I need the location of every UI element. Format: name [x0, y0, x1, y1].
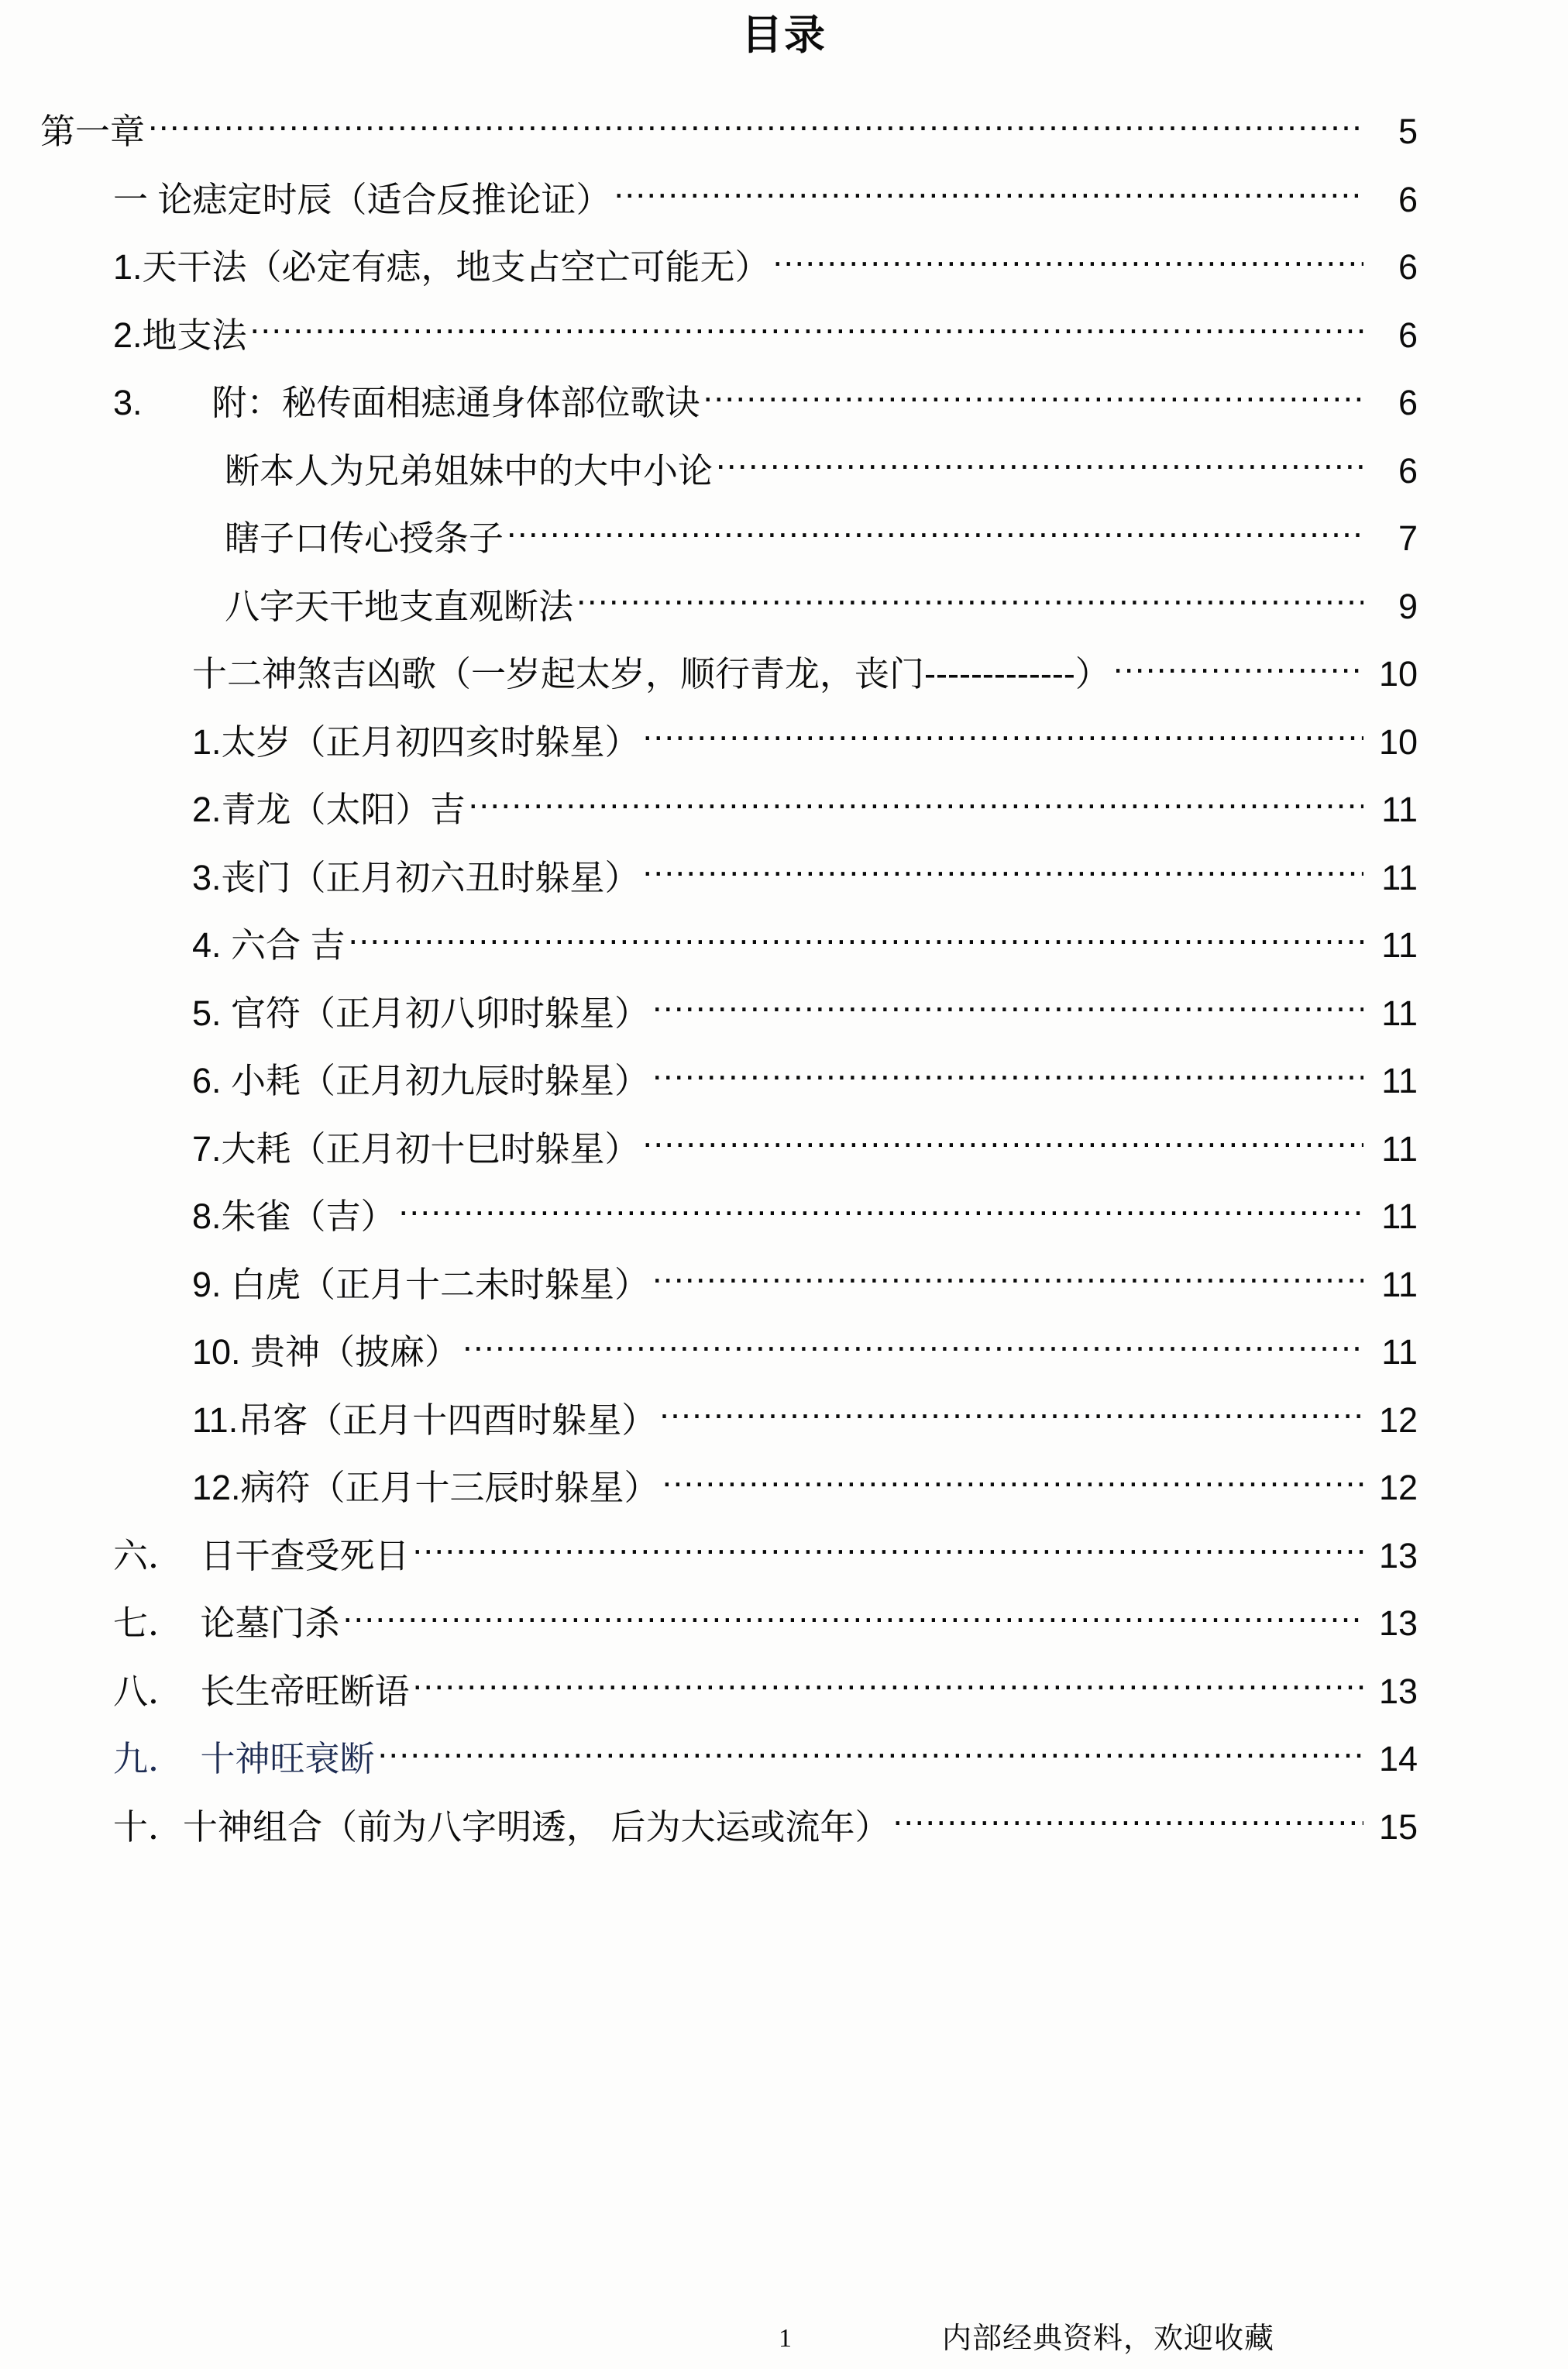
toc-entry[interactable] — [0, 108, 1568, 155]
toc-entry[interactable] — [0, 515, 1568, 562]
toc-entry-label: 九． 十神旺衰断 — [113, 1739, 375, 1778]
toc-dot-leader — [659, 1397, 1363, 1432]
toc-entry-page-number: 14 — [1378, 1739, 1418, 1778]
toc-entry-label: 第一章 — [40, 112, 146, 151]
toc-entry[interactable] — [0, 922, 1568, 969]
toc-dot-leader — [250, 312, 1363, 347]
toc-entry-label: 八字天干地支直观断法 — [225, 586, 574, 626]
toc-entry-page-number: 7 — [1398, 518, 1418, 558]
toc-entry-label: 8.朱雀（吉） — [192, 1197, 396, 1236]
toc-entry[interactable] — [0, 1533, 1568, 1579]
toc-entry-page-number: 13 — [1378, 1535, 1418, 1575]
toc-entry-label: 七． 论墓门杀 — [113, 1603, 340, 1643]
toc-entry-page-number: 13 — [1378, 1671, 1418, 1711]
toc-dot-leader — [576, 584, 1363, 618]
toc-entry[interactable] — [0, 1126, 1568, 1172]
toc-entry[interactable] — [0, 651, 1568, 697]
toc-dot-leader — [643, 855, 1363, 890]
toc-entry-label: 6. 小耗（正月初九辰时躲星） — [192, 1061, 650, 1100]
toc-entry-label: 3. 附：秘传面相痣通身体部位歌诀 — [113, 383, 700, 422]
toc-entry[interactable] — [0, 855, 1568, 901]
table-of-contents — [0, 108, 1568, 1871]
toc-dot-leader — [614, 177, 1363, 212]
toc-entry-page-number: 11 — [1381, 1264, 1418, 1304]
toc-entry-label: 2.青龙（太阳）吉 — [192, 790, 466, 829]
toc-entry-label: 2.地支法 — [113, 315, 247, 355]
toc-dot-leader — [469, 787, 1363, 821]
toc-entry[interactable] — [0, 448, 1568, 494]
toc-entry-page-number: 6 — [1398, 247, 1418, 287]
toc-entry[interactable] — [0, 244, 1568, 291]
toc-entry-page-number: 11 — [1381, 1332, 1418, 1372]
toc-entry-label: 9. 白虎（正月十二未时躲星） — [192, 1264, 650, 1304]
toc-dot-leader — [716, 448, 1363, 483]
toc-entry[interactable] — [0, 1736, 1568, 1782]
footer-note: 内部经典资料，欢迎收藏 — [942, 2323, 1275, 2355]
toc-entry-page-number: 11 — [1381, 1197, 1418, 1236]
toc-entry-label: 4. 六合 吉 — [192, 925, 346, 965]
toc-entry-page-number: 12 — [1378, 1468, 1418, 1507]
toc-entry-page-number: 11 — [1381, 925, 1418, 965]
toc-entry-label: 六． 日干查受死日 — [113, 1535, 410, 1575]
page-folio-number: 1 — [779, 2324, 792, 2353]
toc-dot-leader — [703, 380, 1363, 415]
toc-entry-page-number: 12 — [1378, 1400, 1418, 1440]
toc-entry-page-number: 9 — [1398, 586, 1418, 626]
toc-entry[interactable] — [0, 1465, 1568, 1511]
toc-entry-page-number: 5 — [1398, 112, 1418, 151]
toc-dot-leader — [652, 990, 1363, 1025]
toc-dot-leader — [662, 1465, 1363, 1500]
toc-entry-page-number: 11 — [1381, 790, 1418, 829]
toc-dot-leader — [1113, 651, 1363, 686]
toc-entry-page-number: 15 — [1378, 1806, 1418, 1847]
toc-dot-leader — [378, 1736, 1363, 1771]
toc-dot-leader — [148, 108, 1363, 143]
toc-entry-label: 八． 长生帝旺断语 — [113, 1671, 410, 1711]
toc-entry[interactable] — [0, 1262, 1568, 1308]
toc-dot-leader — [413, 1668, 1363, 1703]
toc-entry-page-number: 6 — [1398, 450, 1418, 491]
toc-entry-label: 5. 官符（正月初八卯时躲星） — [192, 993, 650, 1033]
toc-entry[interactable] — [0, 380, 1568, 426]
toc-entry-page-number: 11 — [1381, 993, 1418, 1033]
toc-dot-leader — [462, 1329, 1363, 1364]
toc-entry-label: 十．十神组合（前为八字明透， 后为大运或流年） — [113, 1806, 890, 1847]
toc-dot-leader — [643, 1126, 1363, 1161]
toc-dot-leader — [507, 515, 1363, 550]
toc-entry-label: 10. 贵神（披麻） — [192, 1332, 460, 1372]
toc-entry[interactable] — [0, 1329, 1568, 1376]
toc-dot-leader — [652, 1262, 1363, 1296]
page-title: 目录 — [741, 12, 827, 58]
toc-entry-page-number: 6 — [1398, 179, 1418, 219]
toc-entry[interactable] — [0, 312, 1568, 359]
toc-dot-leader — [349, 922, 1363, 957]
toc-dot-leader — [399, 1193, 1363, 1228]
toc-entry-label: 瞎子口传心授条子 — [225, 518, 504, 558]
toc-entry-label: 断本人为兄弟姐妹中的大中小论 — [225, 450, 714, 491]
toc-entry-label: 11.吊客（正月十四酉时躲星） — [192, 1400, 657, 1440]
toc-entry-label: 十二神煞吉凶歌（一岁起太岁，顺行青龙，丧门-------------） — [192, 654, 1110, 694]
toc-dot-leader — [413, 1533, 1363, 1568]
toc-entry[interactable] — [0, 719, 1568, 766]
toc-entry-label: 1.天干法（必定有痣，地支占空亡可能无） — [113, 247, 770, 287]
toc-entry-page-number: 10 — [1378, 654, 1418, 694]
toc-entry[interactable] — [0, 1058, 1568, 1104]
toc-dot-leader — [893, 1804, 1363, 1839]
toc-dot-leader — [652, 1058, 1363, 1093]
toc-entry[interactable] — [0, 177, 1568, 223]
toc-entry-label: 3.丧门（正月初六丑时躲星） — [192, 857, 640, 897]
page-footer — [0, 2312, 1568, 2358]
toc-entry-page-number: 11 — [1381, 1061, 1418, 1100]
toc-entry-label: 1.太岁（正月初四亥时躲星） — [192, 721, 640, 762]
toc-entry-label: 一 论痣定时辰（适合反推论证） — [113, 179, 611, 219]
toc-entry-page-number: 6 — [1398, 383, 1418, 422]
toc-entry-page-number: 11 — [1381, 857, 1418, 897]
toc-entry-label: 7.大耗（正月初十巳时躲星） — [192, 1128, 640, 1169]
toc-entry-page-number: 6 — [1398, 315, 1418, 355]
toc-entry[interactable] — [0, 1193, 1568, 1240]
toc-entry-page-number: 13 — [1378, 1603, 1418, 1643]
toc-entry[interactable] — [0, 1600, 1568, 1647]
toc-entry[interactable] — [0, 990, 1568, 1037]
toc-dot-leader — [643, 719, 1363, 754]
toc-entry[interactable] — [0, 1397, 1568, 1444]
toc-entry-page-number: 10 — [1378, 721, 1418, 762]
toc-dot-leader — [773, 244, 1363, 279]
toc-entry[interactable] — [0, 1668, 1568, 1715]
toc-entry[interactable] — [0, 787, 1568, 833]
toc-entry[interactable] — [0, 584, 1568, 630]
toc-entry-page-number: 11 — [1381, 1128, 1418, 1169]
toc-entry-label: 12.病符（正月十三辰时躲星） — [192, 1468, 659, 1507]
toc-entry[interactable] — [0, 1804, 1568, 1851]
toc-dot-leader — [343, 1600, 1363, 1635]
